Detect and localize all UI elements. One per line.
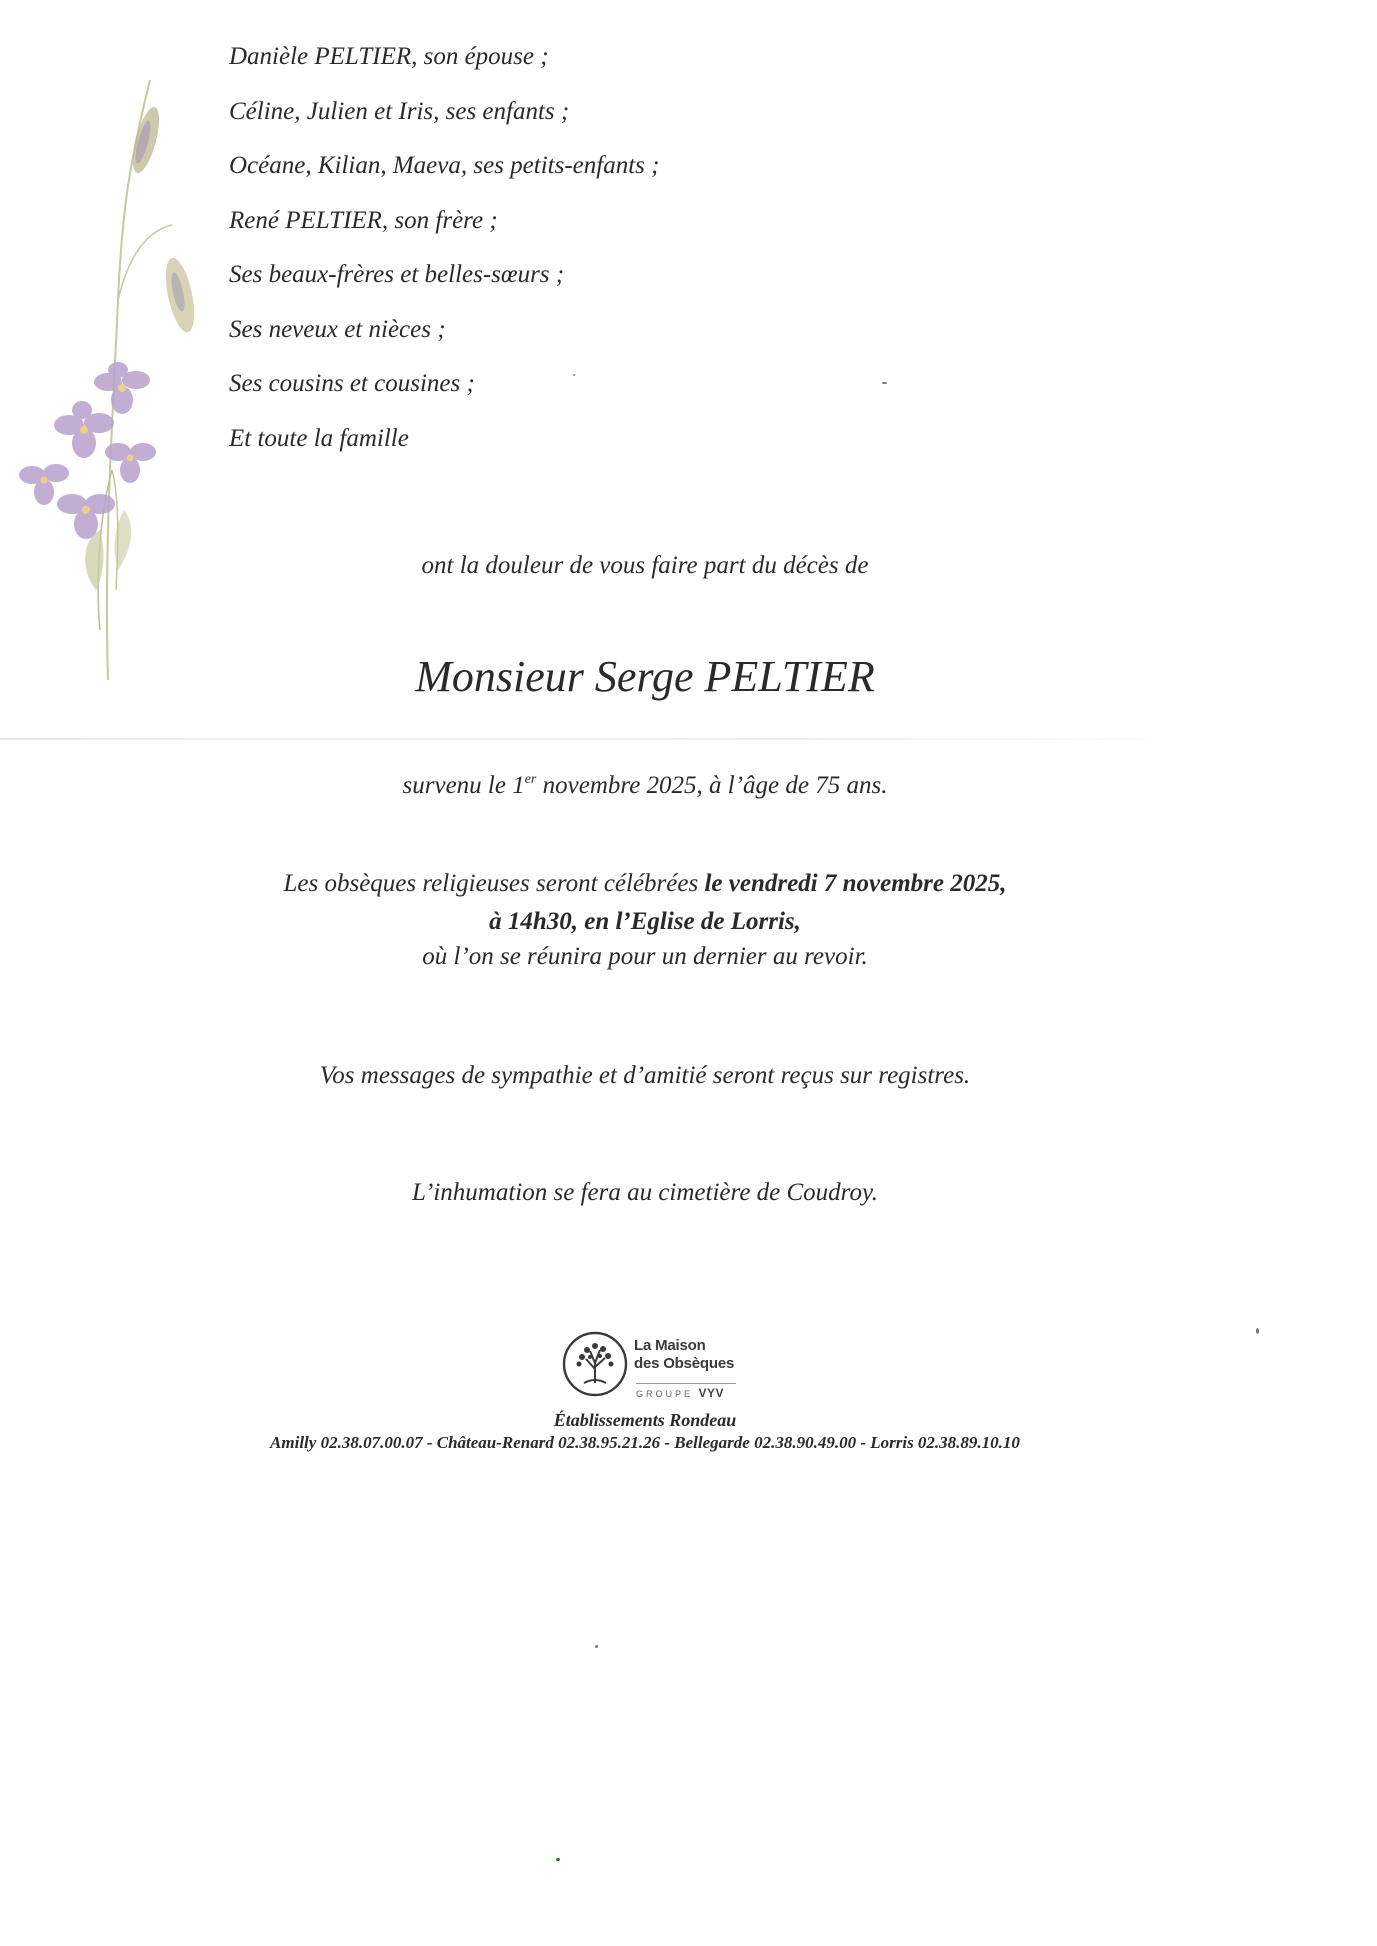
family-line: Ses cousins et cousines ; — [229, 370, 475, 397]
family-line: Céline, Julien et Iris, ses enfants ; — [229, 97, 570, 125]
burial-text: L’inhumation se fera au cimetière de Coudroy. — [412, 1179, 878, 1206]
funeral-date: le vendredi 7 novembre 2025, — [704, 870, 1007, 897]
family-line: Danièle PELTIER, son épouse ; — [229, 43, 549, 70]
logo-wordmark — [634, 1337, 734, 1373]
company-name: Établissements Rondeau — [553, 1410, 737, 1430]
tree-logo-icon — [562, 1331, 628, 1397]
logo-line-2: des Obsèques — [634, 1355, 735, 1372]
family-line: Océane, Kilian, Maeva, ses petits-enfants ; — [229, 152, 660, 179]
scan-speck — [1256, 1328, 1259, 1334]
family-line: Ses neveux et nièces ; — [229, 315, 446, 343]
scan-speck — [595, 1645, 598, 1648]
scan-speck — [556, 1858, 560, 1861]
death-prefix: survenu le 1 — [402, 772, 525, 799]
contact-phones: Amilly 02.38.07.00.07 - Château-Renard 02.38.95.21.26 - Bellegarde 02.38.90.49.00 - Lorris 02.38.89.10.10 — [270, 1433, 1020, 1452]
group-label: GROUPE — [636, 1389, 694, 1399]
condolences-text: Vos messages de sympathie et d’amitié seront reçus sur registres. — [319, 1062, 971, 1089]
logo-line-1: La Maison — [634, 1337, 706, 1354]
scan-speck — [573, 374, 575, 376]
funeral-intro: Les obsèques religieuses seront célébrées — [283, 870, 705, 897]
group-brand: VYV — [698, 1386, 725, 1400]
family-line: Et toute la famille — [229, 424, 409, 452]
funeral-time-place: à 14h30, en l’Eglise de Lorris, — [489, 908, 801, 935]
scan-speck — [882, 382, 887, 384]
death-date-line — [0, 772, 1290, 800]
family-line: Ses beaux-frères et belles-sœurs ; — [229, 261, 565, 288]
announcement-text: ont la douleur de vous faire part du décès de — [421, 552, 869, 579]
funeral-line-1 — [0, 870, 1290, 898]
funeral-gathering: où l’on se réunira pour un dernier au revoir. — [422, 943, 868, 970]
page-fold-line — [0, 738, 1190, 740]
deceased-name: Monsieur Serge PELTIER — [415, 652, 875, 701]
violet-flower-illustration — [0, 70, 210, 710]
family-line: René PELTIER, son frère ; — [229, 206, 498, 234]
death-suffix: novembre 2025, à l’âge de 75 ans. — [536, 772, 888, 799]
family-list — [229, 30, 659, 466]
logo-group-label — [636, 1383, 736, 1400]
death-ordinal: er — [524, 772, 537, 787]
